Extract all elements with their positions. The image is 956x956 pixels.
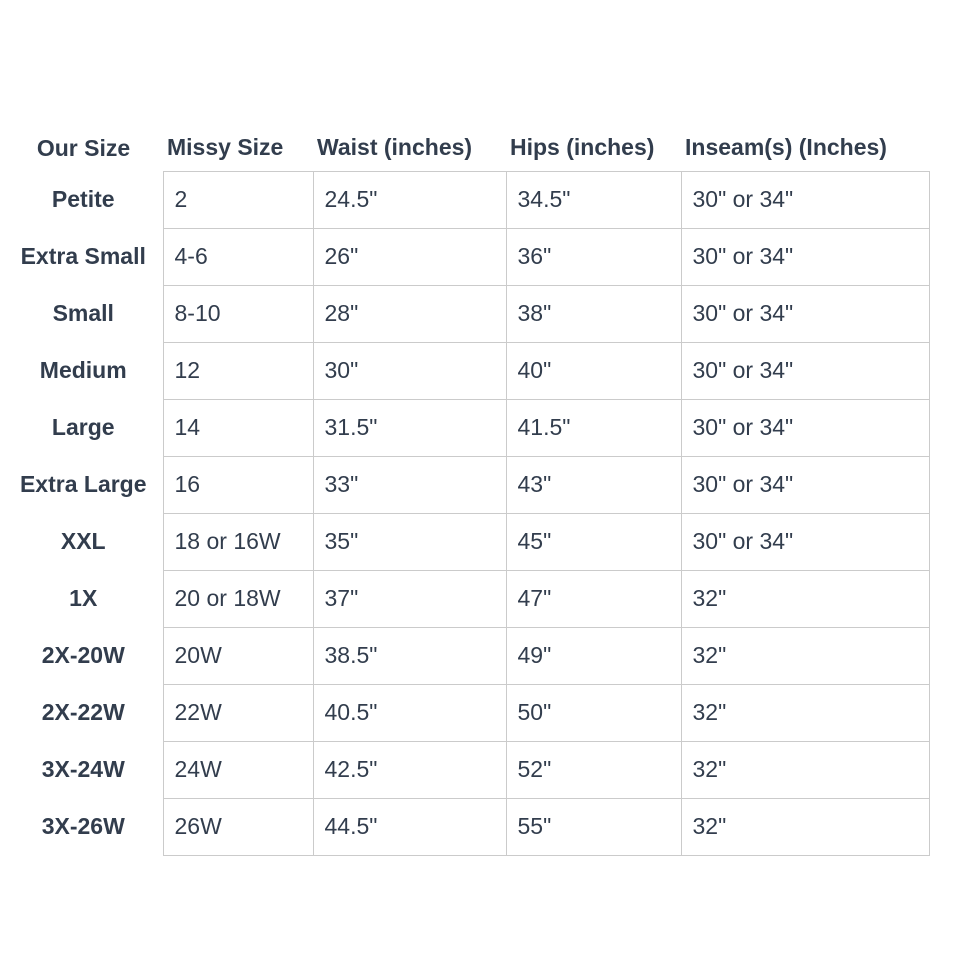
cell-hips: 40"	[506, 342, 681, 399]
cell-inseam: 30" or 34"	[681, 342, 929, 399]
cell-hips: 47"	[506, 570, 681, 627]
row-label-our-size: Petite	[51, 186, 115, 213]
cell-inseam: 30" or 34"	[681, 456, 929, 513]
cell-hips: 38"	[506, 285, 681, 342]
cell-missy-size: 24W	[163, 741, 313, 798]
cell-inseam: 30" or 34"	[681, 171, 929, 228]
cell-missy-size: 20 or 18W	[163, 570, 313, 627]
table-row	[4, 171, 929, 228]
table-row	[4, 684, 929, 741]
cell-waist: 40.5"	[313, 684, 506, 741]
column-header-missy-size: Missy Size	[167, 134, 284, 161]
cell-hips: 55"	[506, 798, 681, 855]
cell-inseam: 32"	[681, 627, 929, 684]
table-row	[4, 798, 929, 855]
cell-missy-size: 18 or 16W	[163, 513, 313, 570]
table-row	[4, 627, 929, 684]
cell-waist: 38.5"	[313, 627, 506, 684]
cell-hips: 50"	[506, 684, 681, 741]
table-row	[4, 513, 929, 570]
cell-missy-size: 20W	[163, 627, 313, 684]
cell-inseam: 30" or 34"	[681, 228, 929, 285]
row-label-our-size: XXL	[60, 528, 106, 555]
cell-waist: 31.5"	[313, 399, 506, 456]
cell-inseam: 30" or 34"	[681, 285, 929, 342]
cell-waist: 42.5"	[313, 741, 506, 798]
table-row	[4, 570, 929, 627]
table-row	[4, 342, 929, 399]
row-label-our-size: Medium	[39, 357, 127, 384]
row-label-our-size: 3X-26W	[41, 813, 125, 840]
cell-waist: 24.5"	[313, 171, 506, 228]
cell-missy-size: 22W	[163, 684, 313, 741]
cell-waist: 30"	[313, 342, 506, 399]
cell-hips: 52"	[506, 741, 681, 798]
cell-waist: 35"	[313, 513, 506, 570]
column-header-our-size: Our Size	[36, 134, 131, 161]
table-row	[4, 285, 929, 342]
column-header-hips: Hips (inches)	[510, 134, 655, 161]
cell-hips: 45"	[506, 513, 681, 570]
cell-waist: 26"	[313, 228, 506, 285]
cell-missy-size: 12	[163, 342, 313, 399]
cell-waist: 28"	[313, 285, 506, 342]
cell-inseam: 32"	[681, 684, 929, 741]
header-row	[4, 113, 929, 171]
cell-inseam: 32"	[681, 798, 929, 855]
row-label-our-size: Large	[51, 414, 115, 441]
table-row	[4, 456, 929, 513]
column-header-waist: Waist (inches)	[317, 134, 473, 161]
row-label-our-size: Extra Large	[19, 471, 147, 498]
row-label-our-size: Small	[52, 300, 114, 327]
cell-hips: 43"	[506, 456, 681, 513]
row-label-our-size: Extra Small	[20, 243, 146, 270]
cell-missy-size: 8-10	[163, 285, 313, 342]
cell-hips: 36"	[506, 228, 681, 285]
cell-missy-size: 26W	[163, 798, 313, 855]
column-header-inseam: Inseam(s) (Inches)	[685, 134, 887, 161]
cell-inseam: 30" or 34"	[681, 399, 929, 456]
cell-missy-size: 2	[163, 171, 313, 228]
table-row	[4, 228, 929, 285]
row-label-our-size: 2X-20W	[41, 642, 125, 669]
cell-missy-size: 14	[163, 399, 313, 456]
cell-waist: 37"	[313, 570, 506, 627]
row-label-our-size: 1X	[69, 585, 98, 612]
row-label-our-size: 2X-22W	[41, 699, 125, 726]
cell-missy-size: 4-6	[163, 228, 313, 285]
row-label-our-size: 3X-24W	[41, 756, 125, 783]
table-row	[4, 741, 929, 798]
cell-hips: 49"	[506, 627, 681, 684]
table-row	[4, 399, 929, 456]
cell-waist: 44.5"	[313, 798, 506, 855]
cell-hips: 41.5"	[506, 399, 681, 456]
cell-missy-size: 16	[163, 456, 313, 513]
size-chart-table	[4, 113, 930, 856]
cell-inseam: 32"	[681, 741, 929, 798]
cell-inseam: 30" or 34"	[681, 513, 929, 570]
cell-hips: 34.5"	[506, 171, 681, 228]
cell-waist: 33"	[313, 456, 506, 513]
cell-inseam: 32"	[681, 570, 929, 627]
